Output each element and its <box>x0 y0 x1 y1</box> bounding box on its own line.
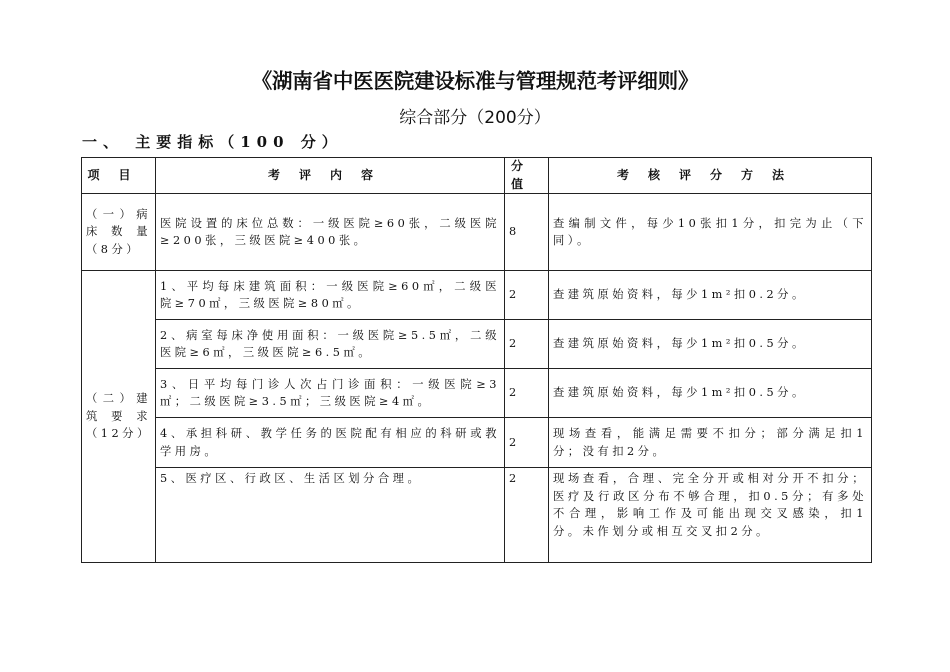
content-cell: 3、日平均每门诊人次占门诊面积：一级医院≥3㎡；二级医院≥3.5㎡；三级医院≥4㎡。 <box>156 369 505 418</box>
content-cell: 5、医疗区、行政区、生活区划分合理。 <box>156 468 505 563</box>
header-content: 考评内容 <box>156 158 505 194</box>
score-cell: 2 <box>505 418 549 468</box>
table-row <box>82 194 872 271</box>
evaluation-table <box>81 157 872 563</box>
score-cell: 2 <box>505 468 549 563</box>
content-cell: 4、承担科研、教学任务的医院配有相应的科研或教学用房。 <box>156 418 505 468</box>
score-cell: 2 <box>505 320 549 369</box>
method-cell: 查建筑原始资料，每少1m²扣0.5分。 <box>549 369 872 418</box>
table-row <box>82 418 872 468</box>
header-item: 项目 <box>82 158 156 194</box>
content-cell: 1、平均每床建筑面积：一级医院≥60㎡，二级医院≥70㎡，三级医院≥80㎡。 <box>156 271 505 320</box>
document-title: 《湖南省中医医院建设标准与管理规范考评细则》 <box>251 69 699 93</box>
method-cell: 查建筑原始资料，每少1m²扣0.2分。 <box>549 271 872 320</box>
content-cell: 2、病室每床净使用面积：一级医院≥5.5㎡，二级医院≥6㎡，三级医院≥6.5㎡。 <box>156 320 505 369</box>
item-cell: （一）病床数量（8分） <box>82 194 156 271</box>
table-row <box>82 468 872 563</box>
content-cell: 医院设置的床位总数：一级医院≥60张，二级医院≥200张，三级医院≥400张。 <box>156 194 505 271</box>
method-cell: 现场查看，能满足需要不扣分；部分满足扣1分；没有扣2分。 <box>549 418 872 468</box>
table-header-row <box>82 158 872 194</box>
method-cell: 查建筑原始资料，每少1m²扣0.5分。 <box>549 320 872 369</box>
document-subtitle: 综合部分（200分） <box>399 108 551 128</box>
item-cell: （二）建筑要求（12分） <box>82 271 156 563</box>
section-heading: 一、 主要指标（100 分） <box>82 133 343 151</box>
table-row <box>82 320 872 369</box>
header-score: 分值 <box>505 158 549 194</box>
table-row <box>82 369 872 418</box>
score-cell: 2 <box>505 271 549 320</box>
method-cell: 现场查看，合理、完全分开或相对分开不扣分；医疗及行政区分布不够合理，扣0.5分；有多处不合理，影响工作及可能出现交叉感染，扣1分。未作划分或相互交叉扣2分。 <box>549 468 872 563</box>
table-row <box>82 271 872 320</box>
method-cell: 查编制文件，每少10张扣1分，扣完为止（下同）。 <box>549 194 872 271</box>
header-method: 考核评分方法 <box>549 158 872 194</box>
score-cell: 8 <box>505 194 549 271</box>
score-cell: 2 <box>505 369 549 418</box>
